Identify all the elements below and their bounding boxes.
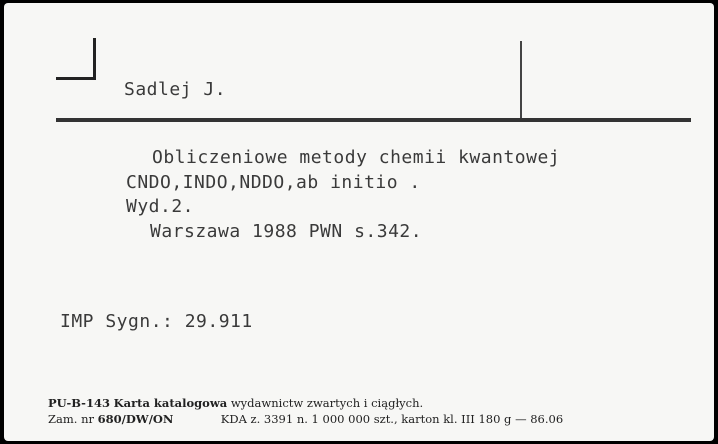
call-number: IMP Sygn.: 29.911 <box>60 311 253 332</box>
order-number: 680/DW/ON <box>97 412 174 426</box>
corner-mark-horizontal <box>56 77 96 80</box>
footer-line-2 <box>48 412 563 426</box>
imprint: Warszawa 1988 PWN s.342. <box>150 221 423 242</box>
catalog-card <box>4 3 714 441</box>
card-header-rule <box>56 118 691 122</box>
author-name: Sadlej J. <box>124 79 227 100</box>
corner-mark-vertical <box>93 38 96 80</box>
print-info: KDA z. 3391 n. 1 000 000 szt., karton kl. III 180 g — 86.06 <box>220 412 564 426</box>
form-code: PU-B-143 <box>48 396 110 410</box>
card-column-divider <box>520 41 522 121</box>
form-description: wydawnictw zwartych i ciągłych. <box>230 396 424 410</box>
edition: Wyd.2. <box>126 196 195 217</box>
book-title-line-1: Obliczeniowe metody chemii kwantowej <box>152 147 561 168</box>
book-title-line-2: CNDO,INDO,NDDO,ab initio . <box>126 172 421 193</box>
form-title: Karta katalogowa <box>113 396 228 410</box>
order-label: Zam. nr <box>48 412 94 426</box>
footer-line-1 <box>48 396 423 410</box>
